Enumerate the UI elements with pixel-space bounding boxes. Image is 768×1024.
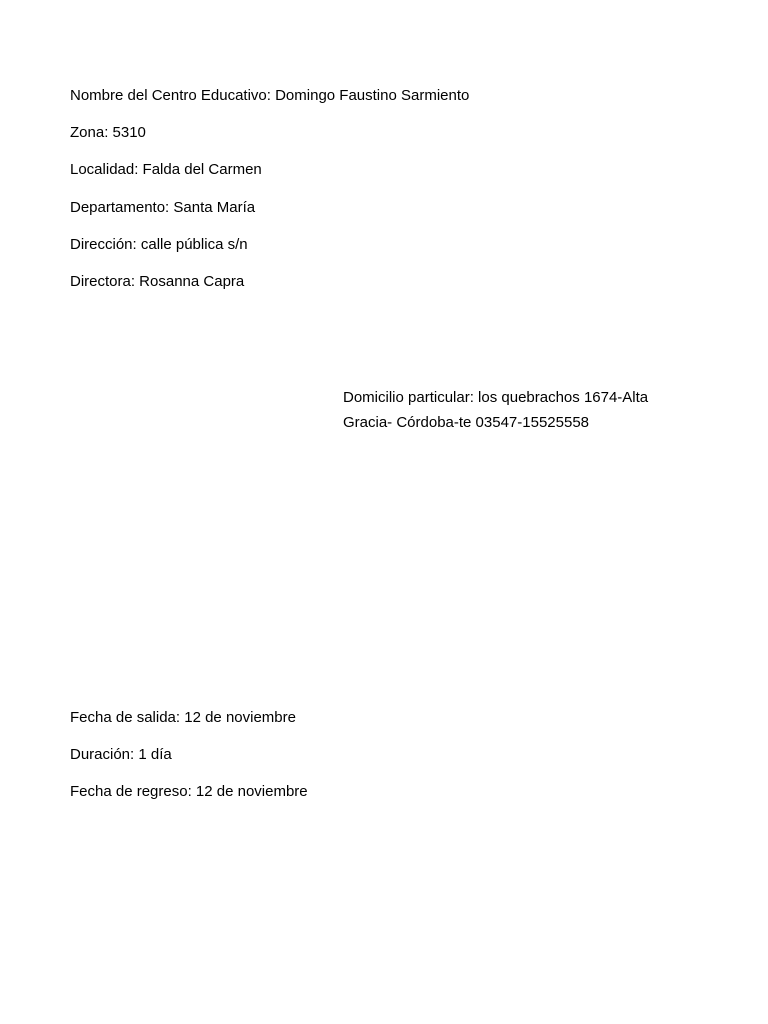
- duration-line: Duración: 1 día: [70, 746, 172, 763]
- school-name-line: Nombre del Centro Educativo: Domingo Faustino Sarmiento: [70, 87, 470, 104]
- zone-line: Zona: 5310: [70, 124, 146, 141]
- private-address-block: [343, 385, 648, 435]
- departure-date-line: Fecha de salida: 12 de noviembre: [70, 709, 296, 726]
- private-address-line-2: Gracia- Córdoba-te 03547-15525558: [343, 414, 589, 431]
- return-date-line: Fecha de regreso: 12 de noviembre: [70, 783, 308, 800]
- department-line: Departamento: Santa María: [70, 199, 256, 216]
- address-line: Dirección: calle pública s/n: [70, 236, 248, 253]
- director-line: Directora: Rosanna Capra: [70, 273, 245, 290]
- private-address-line-1: Domicilio particular: los quebrachos 1674-Alta: [343, 389, 649, 406]
- locality-line: Localidad: Falda del Carmen: [70, 161, 262, 178]
